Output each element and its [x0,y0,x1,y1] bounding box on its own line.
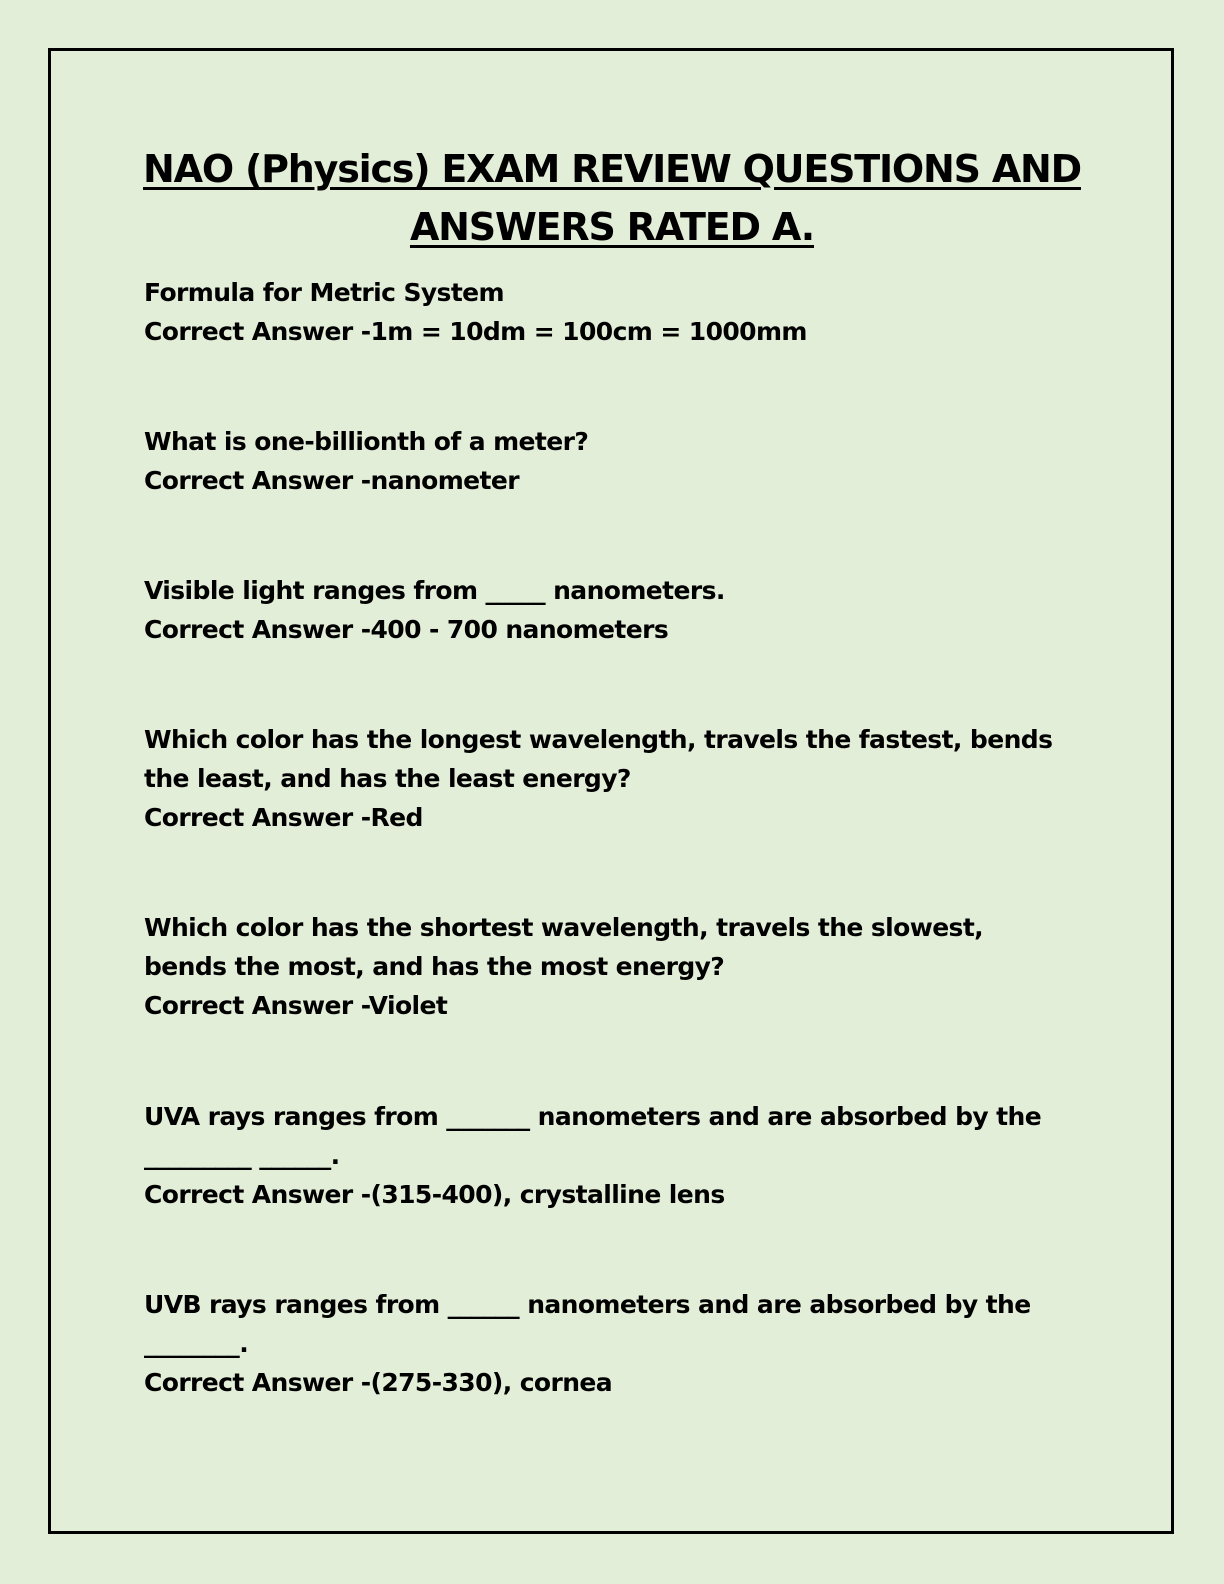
question-text: Visible light ranges from _____ nanometers. [144,576,725,605]
question-text: Which color has the longest wavelength, travels the fastest, bends the least, and has the least energy? [144,725,1061,793]
qa-item-2 [144,422,1064,500]
title-line-1: NAO (Physics) EXAM REVIEW QUESTIONS AND [143,147,1081,191]
answer-text: Correct Answer -(275-330), cornea [144,1368,613,1397]
title-line-2: ANSWERS RATED A. [409,205,815,249]
question-text: Formula for Metric System [144,278,504,307]
answer-text: Correct Answer -1m = 10dm = 100cm = 1000mm [144,317,807,346]
qa-item-3 [144,571,1064,649]
answer-text: Correct Answer -nanometer [144,466,519,495]
qa-item-5 [144,908,1064,1025]
question-text: UVA rays ranges from _______ nanometers and are absorbed by the _________ ______. [144,1102,1050,1170]
answer-text: Correct Answer -400 - 700 nanometers [144,615,669,644]
answer-text: Correct Answer -Red [144,803,423,832]
qa-item-4 [144,720,1064,837]
qa-item-6 [144,1097,1064,1214]
answer-text: Correct Answer -(315-400), crystalline lens [144,1180,725,1209]
qa-item-1 [144,273,1064,351]
question-text: Which color has the shortest wavelength, travels the slowest, bends the most, and has the most energy? [144,913,992,981]
question-text: What is one-billionth of a meter? [144,427,589,456]
question-text: UVB rays ranges from ______ nanometers and are absorbed by the ________. [144,1290,1039,1358]
answer-text: Correct Answer -Violet [144,991,448,1020]
qa-item-7 [144,1285,1064,1402]
document-title [0,140,1224,256]
